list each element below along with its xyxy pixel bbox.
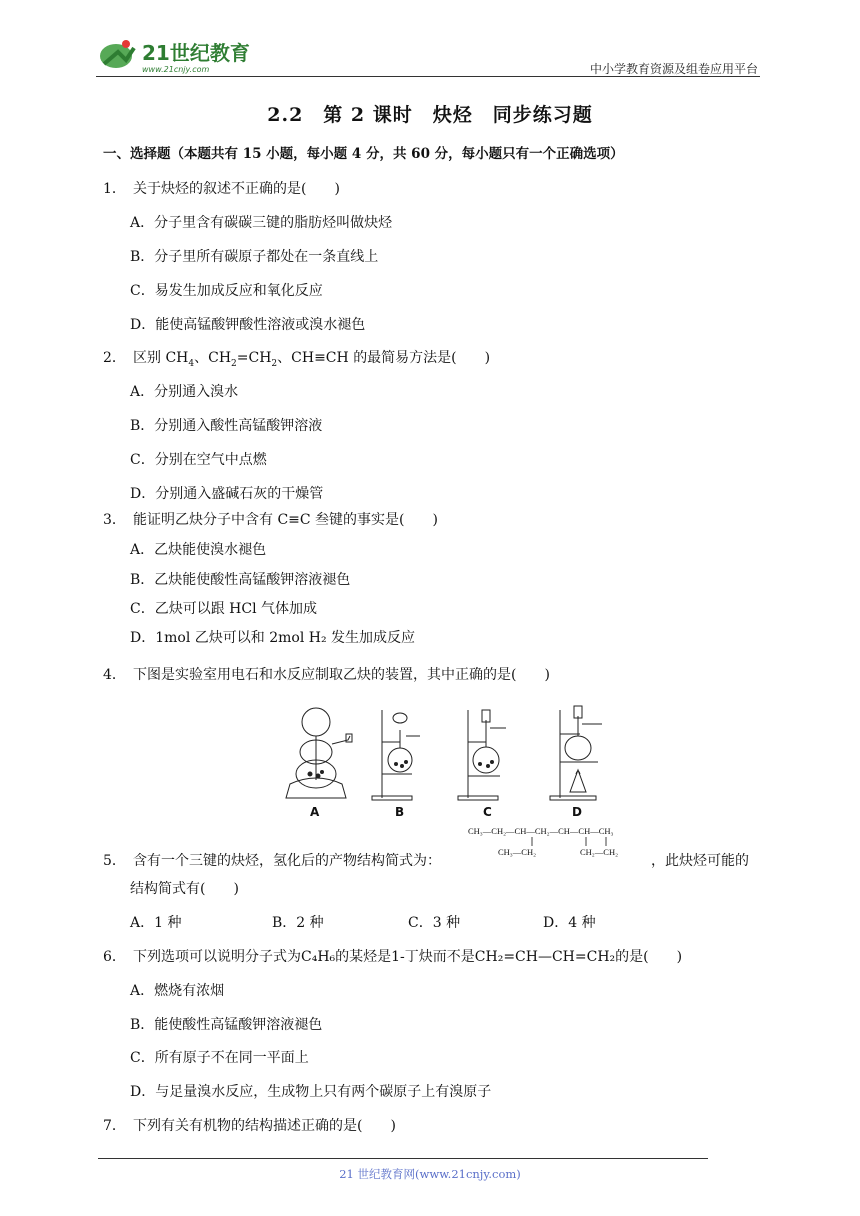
apparatus-d (550, 706, 602, 800)
svg-text:CH₃—CH₂: CH₃—CH₂ (498, 847, 537, 857)
page-title: 2.2 第 2 课时 炔烃 同步练习题 (267, 104, 593, 126)
section-heading: 一、选择题（本题共有 15 小题，每小题 4 分，共 60 分，每小题只有一个正确选项） (103, 146, 624, 162)
q3-option-d[interactable]: D．1mol 乙炔可以和 2mol H₂ 发生加成反应 (130, 630, 416, 646)
q1-option-a[interactable]: A．分子里含有碳碳三键的脂肪烃叫做炔烃 (130, 215, 393, 231)
apparatus-figure (280, 700, 620, 822)
q2-option-a[interactable]: A．分别通入溴水 (130, 384, 239, 400)
structural-formula (468, 824, 668, 864)
apparatus-a (286, 708, 352, 798)
label-b: B (395, 805, 405, 819)
apparatus-c (458, 710, 506, 800)
q5-option-c[interactable]: C．3 种 (408, 915, 461, 931)
logo-wordmark: 21世纪教育 (142, 41, 250, 65)
q3-option-b[interactable]: B．乙炔能使酸性高锰酸钾溶液褪色 (130, 572, 351, 588)
question-4: 4． 下图是实验室用电石和水反应制取乙炔的装置，其中正确的是( ) (103, 667, 550, 683)
svg-text:CH₃—CH₂—CH—CH₂—CH—CH—CH₃: CH₃—CH₂—CH—CH₂—CH—CH—CH₃ (468, 826, 614, 836)
question-1: 1． 关于炔烃的叙述不正确的是( ) (103, 181, 340, 197)
q2-option-c[interactable]: C．分别在空气中点燃 (130, 452, 267, 468)
footer-divider (98, 1158, 708, 1159)
q1-option-d[interactable]: D．能使高锰酸钾酸性溶液或溴水褪色 (130, 317, 366, 333)
question-6: 6． 下列选项可以说明分子式为C₄H₆的某烃是1-丁炔而不是CH₂=CH—CH=CH₂的是( ) (103, 949, 683, 965)
question-7: 7． 下列有关有机物的结构描述正确的是( ) (103, 1118, 396, 1134)
q5-option-d[interactable]: D．4 种 (543, 915, 596, 931)
q2-option-b[interactable]: B．分别通入酸性高锰酸钾溶液 (130, 418, 323, 434)
q1-option-b[interactable]: B．分子里所有碳原子都处在一条直线上 (130, 249, 379, 265)
q6-option-d[interactable]: D．与足量溴水反应，生成物上只有两个碳原子上有溴原子 (130, 1084, 492, 1100)
label-c: C (483, 805, 492, 819)
q1-option-c[interactable]: C．易发生加成反应和氧化反应 (130, 283, 323, 299)
question-2: 2． 区别 $CH_4$、$CH_2=CH_2$、CH≡CH 的最简易方法是( ) (103, 350, 491, 369)
question-5: 5． 含有一个三键的炔烃，氢化后的产物结构简式为： (103, 853, 441, 869)
label-d: D (572, 805, 582, 819)
question-5-line2: 结构简式有( ) (130, 881, 239, 897)
footer-link[interactable]: 21 世纪教育网(www.21cnjy.com) (339, 1167, 521, 1181)
label-a: A (310, 805, 320, 819)
question-5-tail: ，此炔烃可能的 (651, 853, 749, 869)
q5-option-b[interactable]: B．2 种 (272, 915, 324, 931)
q6-option-c[interactable]: C．所有原子不在同一平面上 (130, 1050, 309, 1066)
q6-option-b[interactable]: B．能使酸性高锰酸钾溶液褪色 (130, 1017, 323, 1033)
q3-option-a[interactable]: A．乙炔能使溴水褪色 (130, 542, 267, 558)
apparatus-b (372, 710, 420, 800)
logo-url: www.21cnjy.com (142, 65, 210, 74)
q3-option-c[interactable]: C．乙炔可以跟 HCl 气体加成 (130, 601, 318, 617)
question-3: 3． 能证明乙炔分子中含有 C≡C 叁键的事实是( ) (103, 512, 438, 528)
svg-text:CH₂—CH₂: CH₂—CH₂ (580, 847, 619, 857)
q5-option-a[interactable]: A．1 种 (130, 915, 182, 931)
q2-option-d[interactable]: D．分别通入盛碱石灰的干燥管 (130, 486, 324, 502)
site-logo (96, 34, 266, 76)
platform-label: 中小学教育资源及组卷应用平台 (589, 62, 758, 76)
q6-option-a[interactable]: A．燃烧有浓烟 (130, 983, 225, 999)
header-divider (96, 76, 760, 77)
